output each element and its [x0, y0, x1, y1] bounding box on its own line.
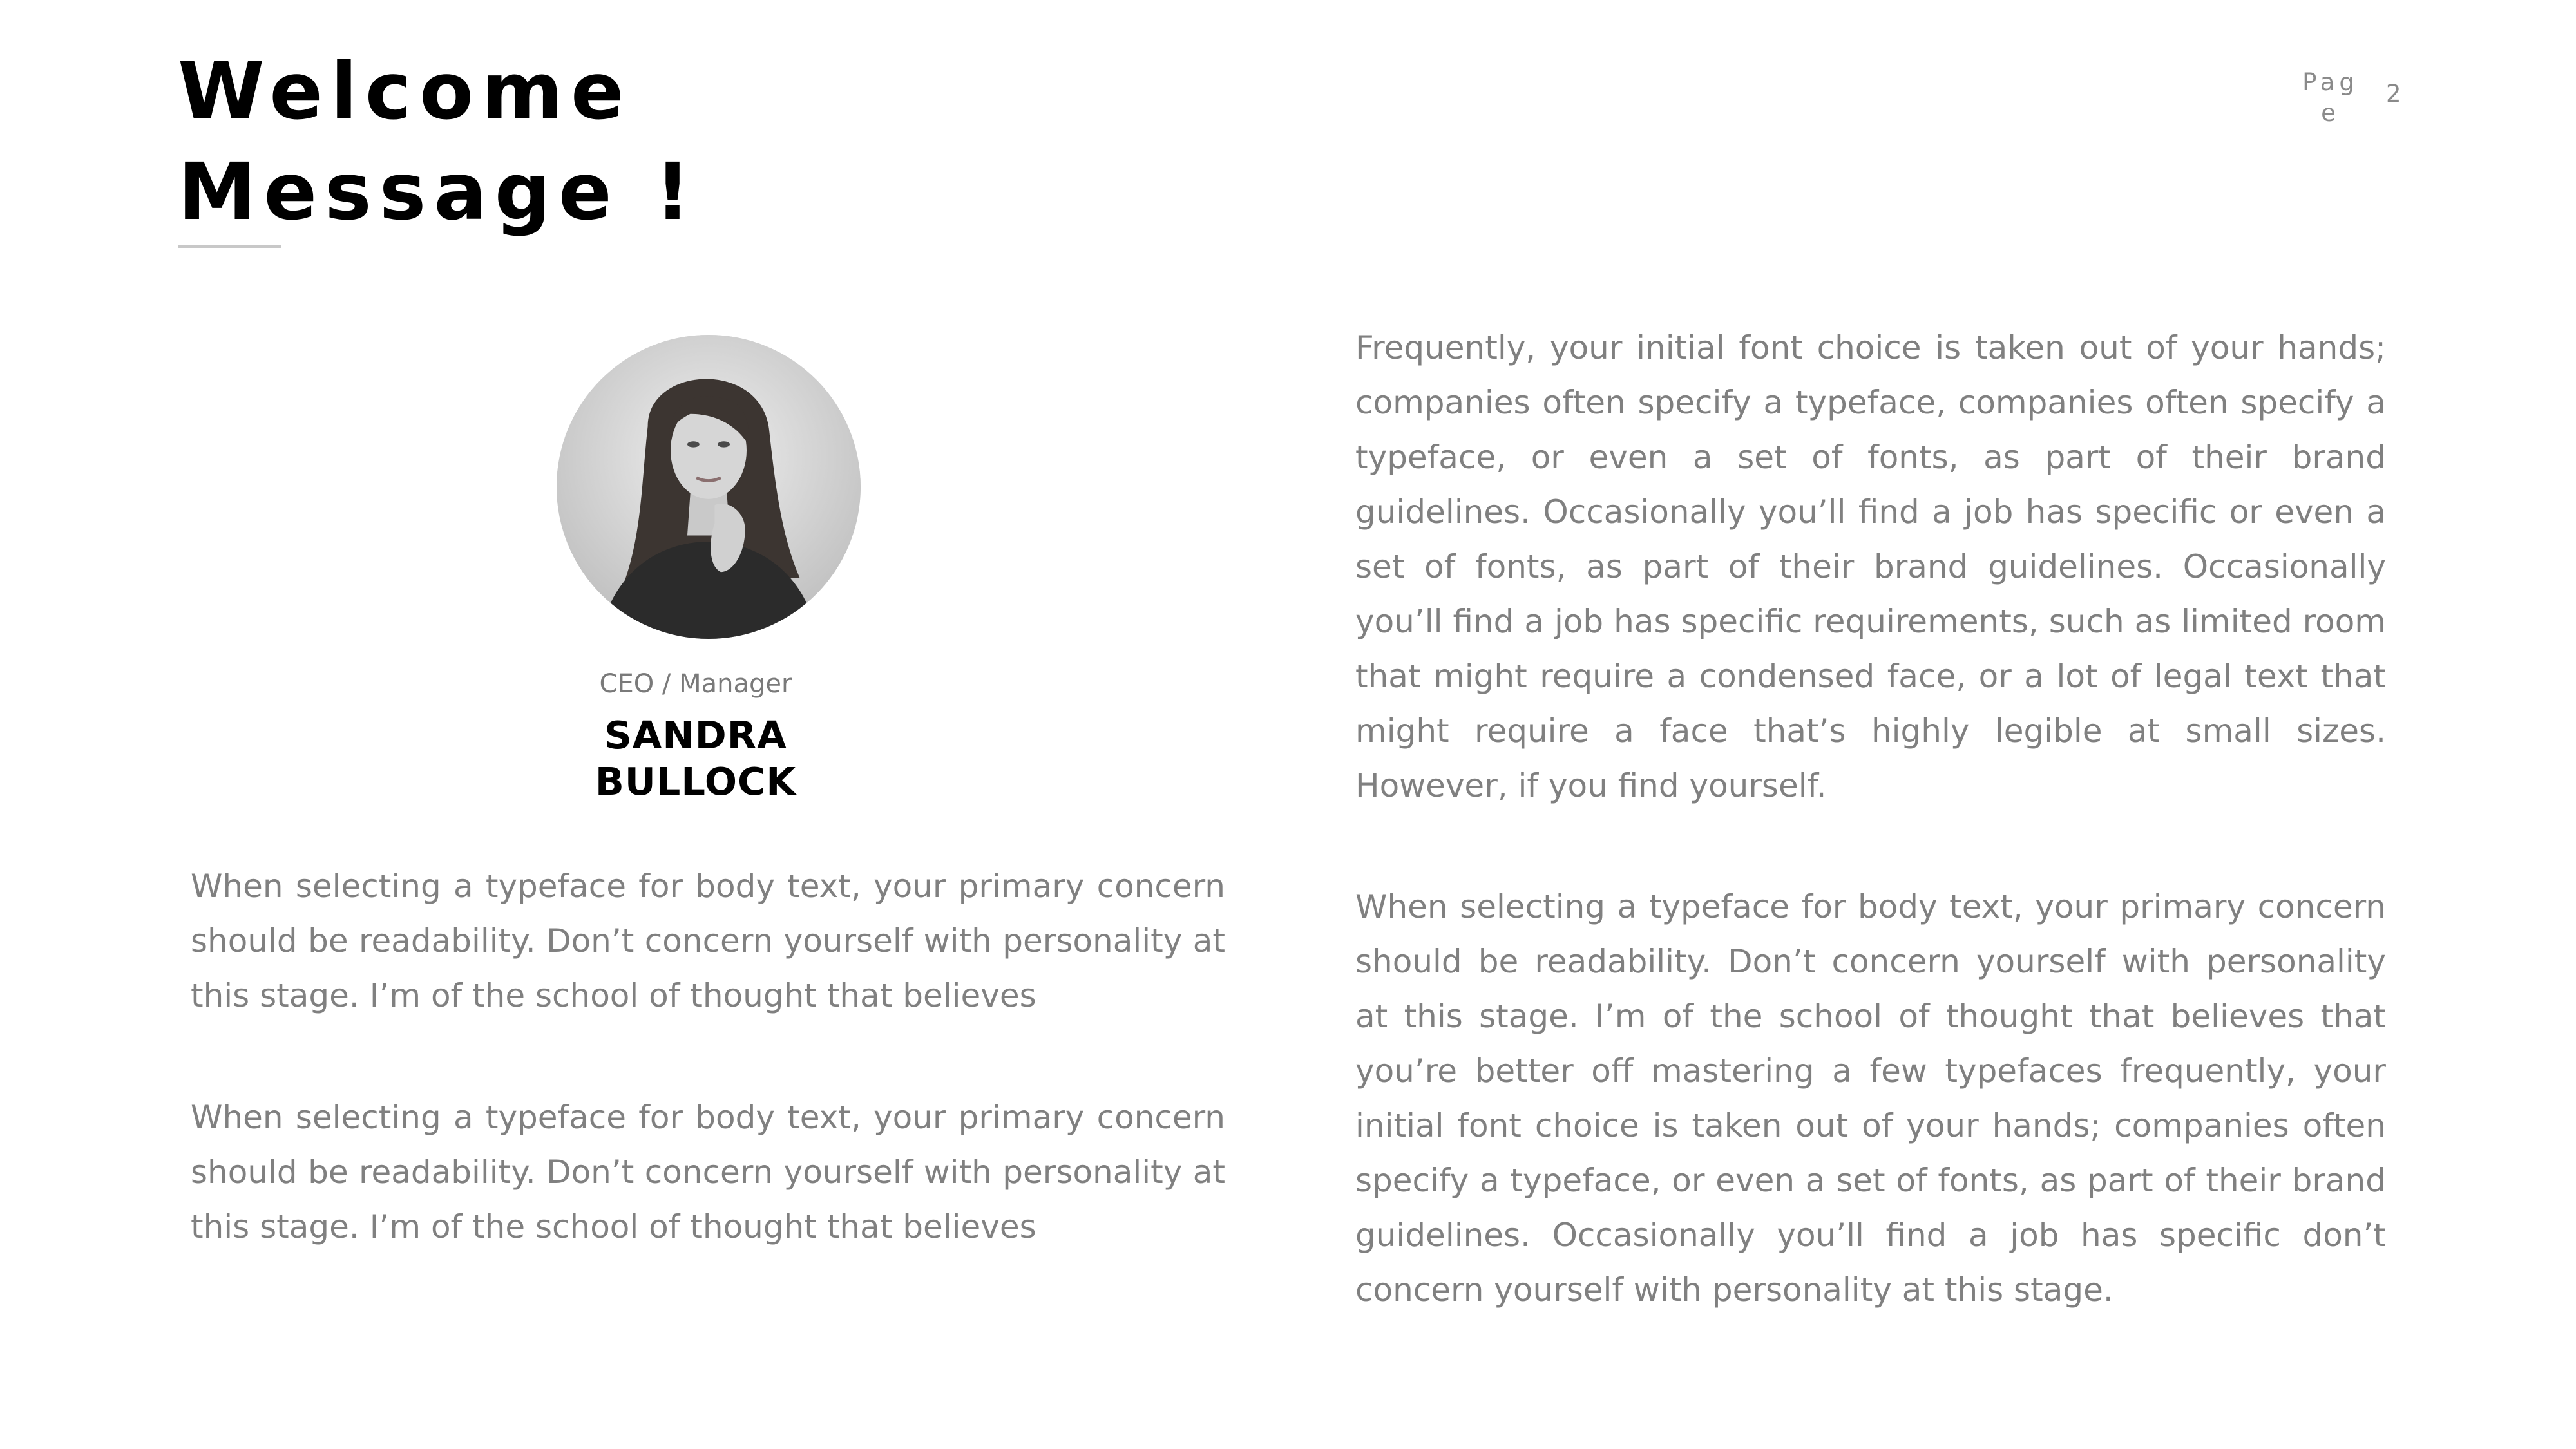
profile-role: CEO / Manager: [599, 669, 792, 699]
page-number: 2: [2386, 80, 2401, 108]
left-paragraph-2: When selecting a typeface for body text, your primary concern should be readability. Don’t concern yourself with personality at this stage. I’m of the school of thought that believes: [191, 1099, 1225, 1245]
title-line-2: Message !: [178, 146, 698, 238]
title-line-1: Welcome: [178, 46, 632, 137]
avatar: [557, 335, 861, 639]
left-paragraph-1: When selecting a typeface for body text, your primary concern should be readability. Don’t concern yourself with personality at this stage. I’m of the school of thought that believes: [191, 867, 1225, 1014]
right-paragraph-1: Frequently, your initial font choice is taken out of your hands; companies often specify a typeface, companies often specify a typeface, or even a set of fonts, as part of their brand guidelines. Occasionally you’ll find a job has specific or even a set of fonts, as part of their brand guidelines. Occasionally you’ll find a job has specific requirements, such as limited room that might require a condensed face, or a lot of legal text that might require a face that’s highly legible at small sizes. However, if you find yourself.: [1355, 329, 2386, 804]
page-title: [178, 41, 822, 242]
profile-name-first: SANDRA: [604, 713, 787, 757]
right-paragraph-2: When selecting a typeface for body text, your primary concern should be readability. Don’t concern yourself with personality at this stage. I’m of the school of thought that believes that you’re better off mastering a few typefaces frequently, your initial font choice is taken out of your hands; companies often specify a typeface, or even a set of fonts, as part of their brand guidelines. Occasionally you’ll find a job has specific don’t concern yourself with personality at this stage.: [1355, 888, 2386, 1309]
portrait-photo-icon: [557, 335, 861, 639]
title-underline: [178, 245, 281, 248]
profile-name-last: BULLOCK: [595, 759, 797, 804]
profile-name: [541, 712, 850, 805]
page-label: Page: [2302, 68, 2359, 127]
